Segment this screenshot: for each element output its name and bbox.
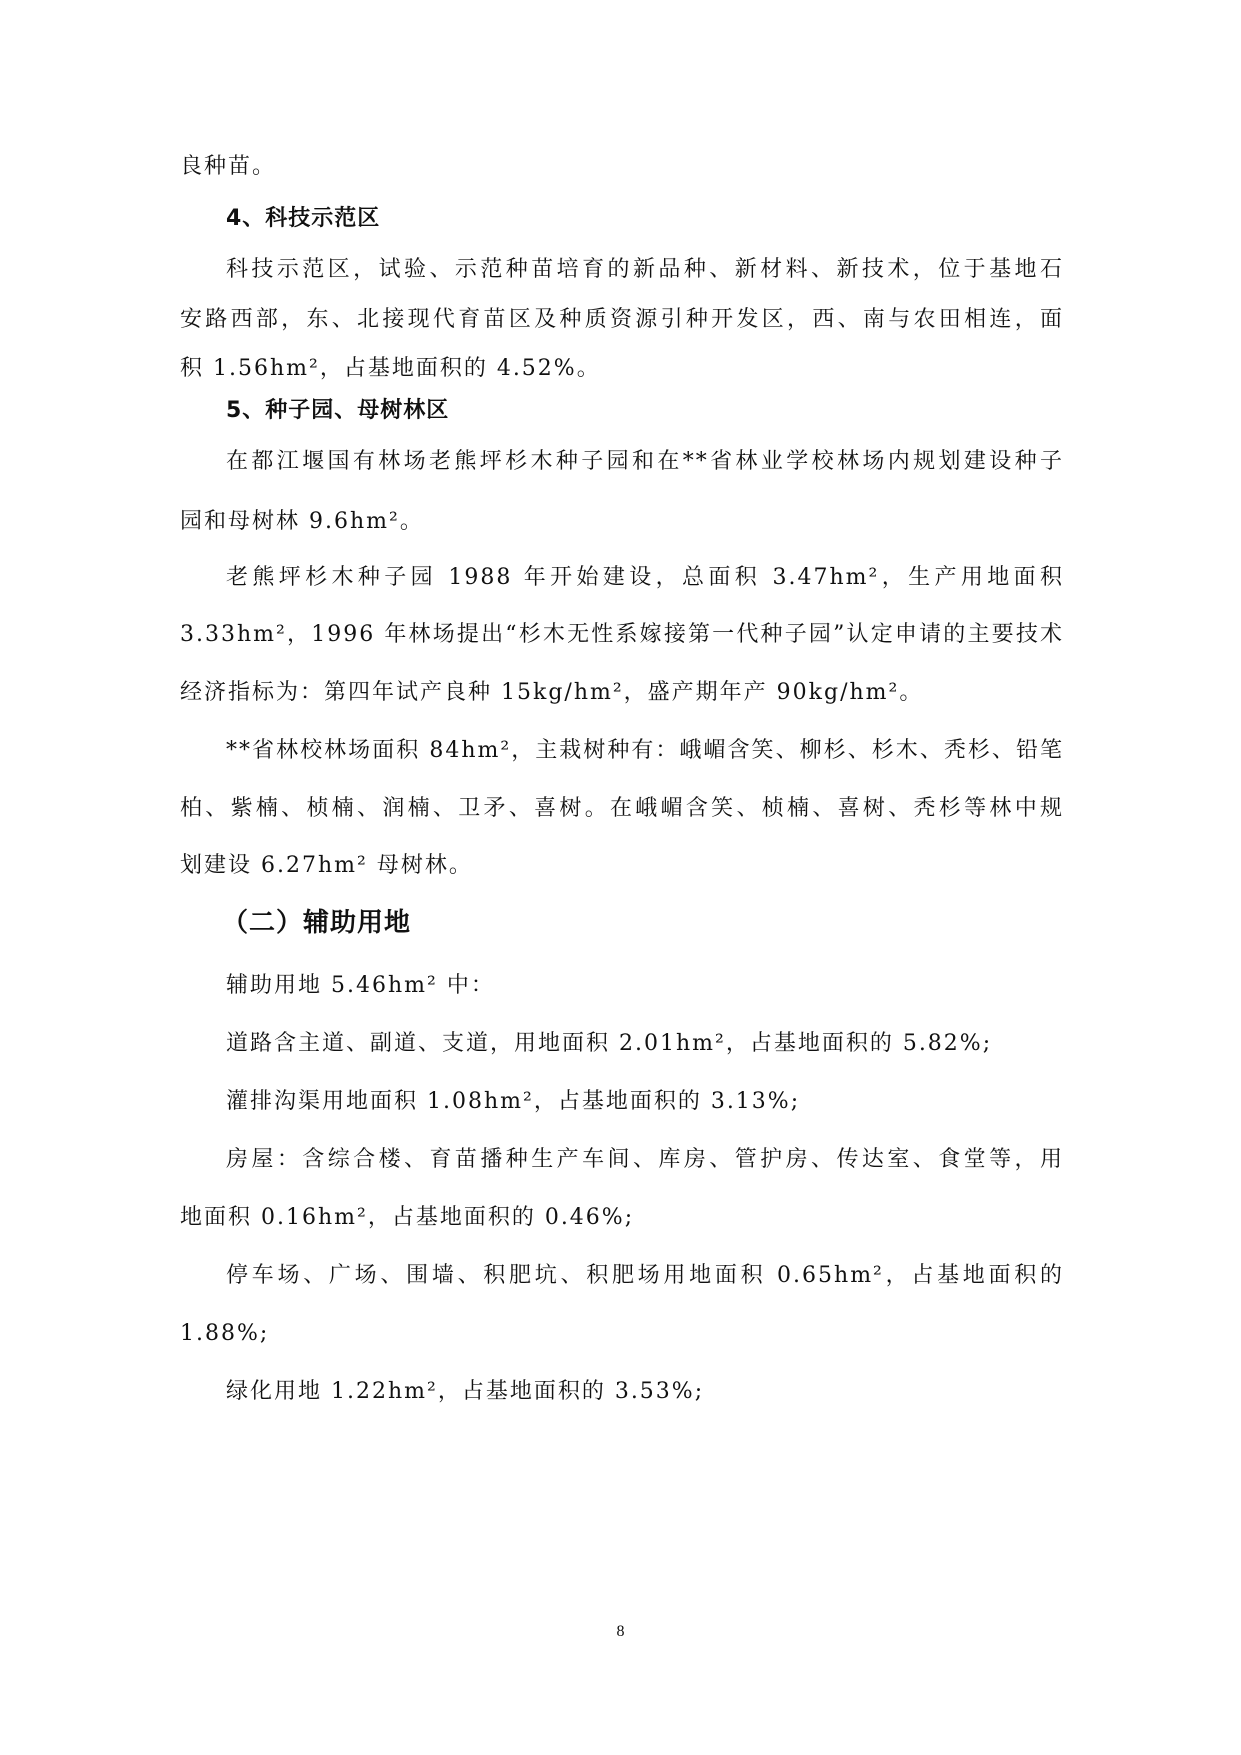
paragraph-line: 停车场、广场、围墙、积肥坑、积肥场用地面积 0.65hm²，占基地面积的 bbox=[226, 1263, 1064, 1288]
paragraph-line: 3.33hm²，1996 年林场提出“杉木无性系嫁接第一代种子园”认定申请的主要技术 bbox=[180, 622, 1064, 647]
paragraph-line: 灌排沟渠用地面积 1.08hm²，占基地面积的 3.13%; bbox=[226, 1089, 801, 1114]
section-heading: 5、种子园、母树林区 bbox=[226, 398, 450, 423]
section-heading: 4、科技示范区 bbox=[226, 206, 381, 231]
paragraph-line: 园和母树林 9.6hm²。 bbox=[180, 509, 424, 534]
paragraph-line: 绿化用地 1.22hm²，占基地面积的 3.53%; bbox=[226, 1379, 705, 1404]
paragraph-line: 1.88%; bbox=[180, 1321, 270, 1346]
paragraph-line: 地面积 0.16hm²，占基地面积的 0.46%; bbox=[180, 1205, 635, 1230]
paragraph-line: 辅助用地 5.46hm² 中： bbox=[226, 973, 495, 998]
paragraph-line: 良种苗。 bbox=[180, 154, 277, 179]
paragraph-line: 经济指标为：第四年试产良种 15kg/hm²，盛产期年产 90kg/hm²。 bbox=[180, 680, 924, 705]
paragraph-line: 划建设 6.27hm² 母树林。 bbox=[180, 853, 473, 878]
paragraph-line: 在都江堰国有林场老熊坪杉木种子园和在**省林业学校林场内规划建设种子 bbox=[226, 449, 1064, 474]
paragraph-line: 柏、紫楠、桢楠、润楠、卫矛、喜树。在峨嵋含笑、桢楠、喜树、秃杉等林中规 bbox=[180, 796, 1064, 821]
paragraph-line: 道路含主道、副道、支道，用地面积 2.01hm²，占基地面积的 5.82%; bbox=[226, 1031, 993, 1056]
page-number: 8 bbox=[616, 1623, 625, 1640]
paragraph-line: **省林校林场面积 84hm²，主栽树种有：峨嵋含笑、柳杉、杉木、秃杉、铅笔 bbox=[226, 738, 1064, 763]
paragraph-line: 积 1.56hm²，占基地面积的 4.52%。 bbox=[180, 356, 601, 381]
paragraph-line: 安路西部，东、北接现代育苗区及种质资源引种开发区，西、南与农田相连，面 bbox=[180, 307, 1064, 332]
paragraph-line: 科技示范区，试验、示范种苗培育的新品种、新材料、新技术，位于基地石 bbox=[226, 257, 1064, 282]
part-heading: （二）辅助用地 bbox=[222, 908, 412, 938]
paragraph-line: 房屋：含综合楼、育苗播种生产车间、库房、管护房、传达室、食堂等，用 bbox=[226, 1147, 1064, 1172]
paragraph-line: 老熊坪杉木种子园 1988 年开始建设，总面积 3.47hm²，生产用地面积 bbox=[226, 565, 1064, 590]
